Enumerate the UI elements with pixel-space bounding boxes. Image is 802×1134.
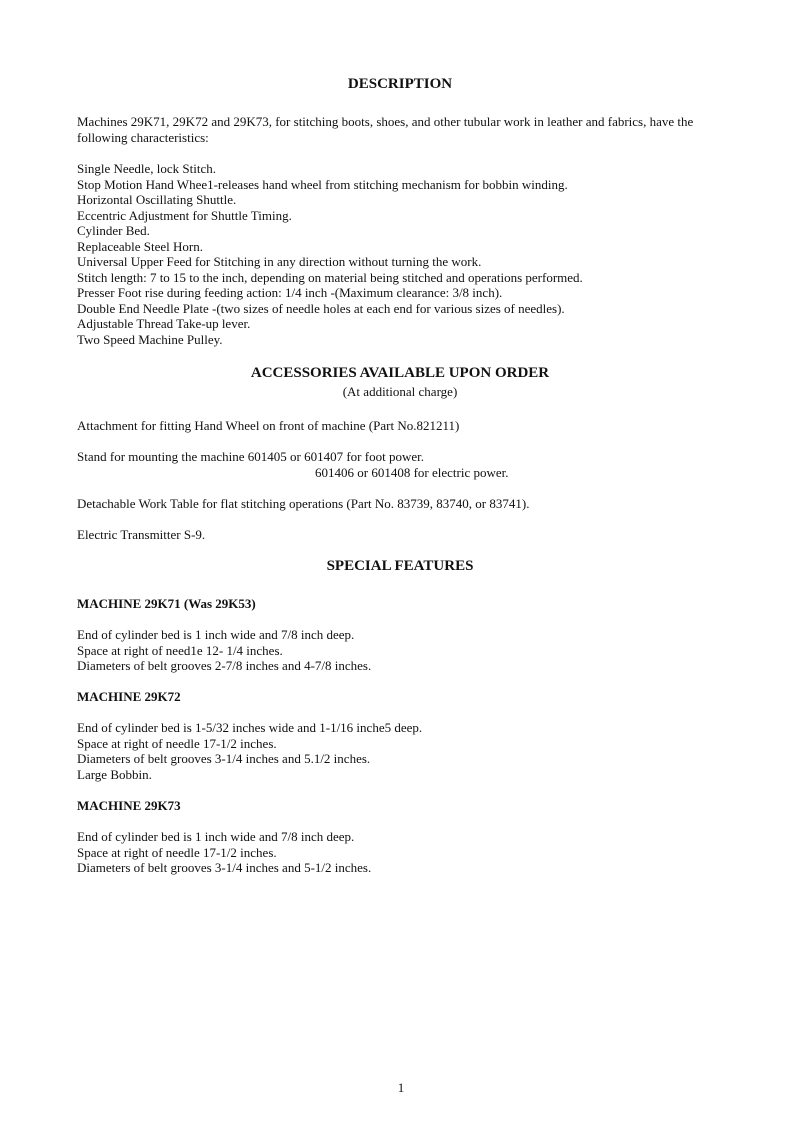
machine-29k71-features — [77, 627, 723, 674]
feature-item: Space at right of needle 17-1/2 inches. — [77, 735, 277, 751]
feature-item: End of cylinder bed is 1-5/32 inches wide and 1-1/16 inche5 deep. — [77, 720, 423, 735]
characteristics-list — [77, 161, 723, 347]
accessory-item: Attachment for fitting Hand Wheel on front of machine (Part No.821211) — [77, 418, 460, 433]
feature-item: Large Bobbin. — [77, 766, 152, 782]
accessory-item: Electric Transmitter S-9. — [77, 527, 206, 542]
accessories-subtitle: (At additional charge) — [342, 384, 458, 399]
characteristic-item: Eccentric Adjustment for Shuttle Timing. — [77, 207, 292, 223]
description-heading: DESCRIPTION — [347, 76, 453, 92]
characteristic-item: Two Speed Machine Pulley. — [77, 331, 223, 347]
accessory-item: Detachable Work Table for flat stitching operations (Part No. 83739, 83740, or 83741). — [77, 496, 530, 511]
characteristic-item: Cylinder Bed. — [77, 223, 150, 238]
feature-item: End of cylinder bed is 1 inch wide and 7/8 inch deep. — [77, 627, 355, 642]
machine-name: MACHINE 29K73 — [77, 798, 181, 813]
accessory-attachment — [77, 418, 723, 434]
page-number: 1 — [397, 1080, 405, 1095]
feature-item: Space at right of needle 17-1/2 inches. — [77, 844, 277, 860]
machine-name: MACHINE 29K72 — [77, 689, 181, 704]
characteristic-item: Replaceable Steel Horn. — [77, 238, 203, 254]
feature-item: Diameters of belt grooves 3-1/4 inches and 5-1/2 inches. — [77, 860, 372, 875]
characteristic-item: Universal Upper Feed for Stitching in any direction without turning the work. — [77, 254, 482, 269]
intro-text: Machines 29K71, 29K72 and 29K73, for stitching boots, shoes, and other tubular work in leather and fabrics, have the following characteristics: — [77, 114, 694, 145]
machine-29k71-heading — [77, 596, 723, 612]
machine-29k72-heading — [77, 689, 723, 705]
machine-29k73-features — [77, 829, 723, 876]
accessories-heading: ACCESSORIES AVAILABLE UPON ORDER — [250, 365, 550, 381]
characteristic-item: Single Needle, lock Stitch. — [77, 161, 217, 176]
accessory-stand — [77, 449, 723, 480]
characteristic-item: Horizontal Oscillating Shuttle. — [77, 192, 237, 207]
characteristic-item: Presser Foot rise during feeding action: 1/4 inch -(Maximum clearance: 3/8 inch). — [77, 285, 503, 300]
feature-item: Space at right of need1e 12- 1/4 inches. — [77, 642, 283, 658]
feature-item: Diameters of belt grooves 2-7/8 inches and 4-7/8 inches. — [77, 658, 372, 673]
machine-29k72-features — [77, 720, 723, 782]
feature-item: Diameters of belt grooves 3-1/4 inches and 5.1/2 inches. — [77, 751, 371, 766]
accessory-work-table — [77, 496, 723, 512]
characteristic-item: Double End Needle Plate -(two sizes of needle holes at each end for various sizes of needles). — [77, 300, 565, 316]
machine-29k73-heading — [77, 798, 723, 814]
accessory-item-continuation: 601406 or 601408 for electric power. — [315, 464, 509, 480]
description-intro — [77, 114, 723, 145]
accessory-item: Stand for mounting the machine 601405 or 601407 for foot power. — [77, 449, 424, 464]
machine-name: MACHINE 29K71 (Was 29K53) — [77, 596, 256, 611]
feature-item: End of cylinder bed is 1 inch wide and 7/8 inch deep. — [77, 829, 355, 844]
characteristic-item: Adjustable Thread Take-up lever. — [77, 316, 251, 331]
characteristic-item: Stop Motion Hand Whee1-releases hand wheel from stitching mechanism for bobbin winding. — [77, 176, 568, 192]
special-features-heading: SPECIAL FEATURES — [326, 558, 474, 574]
characteristic-item: Stitch length: 7 to 15 to the inch, depending on material being stitched and operations performed. — [77, 269, 583, 285]
accessory-transmitter — [77, 527, 723, 543]
